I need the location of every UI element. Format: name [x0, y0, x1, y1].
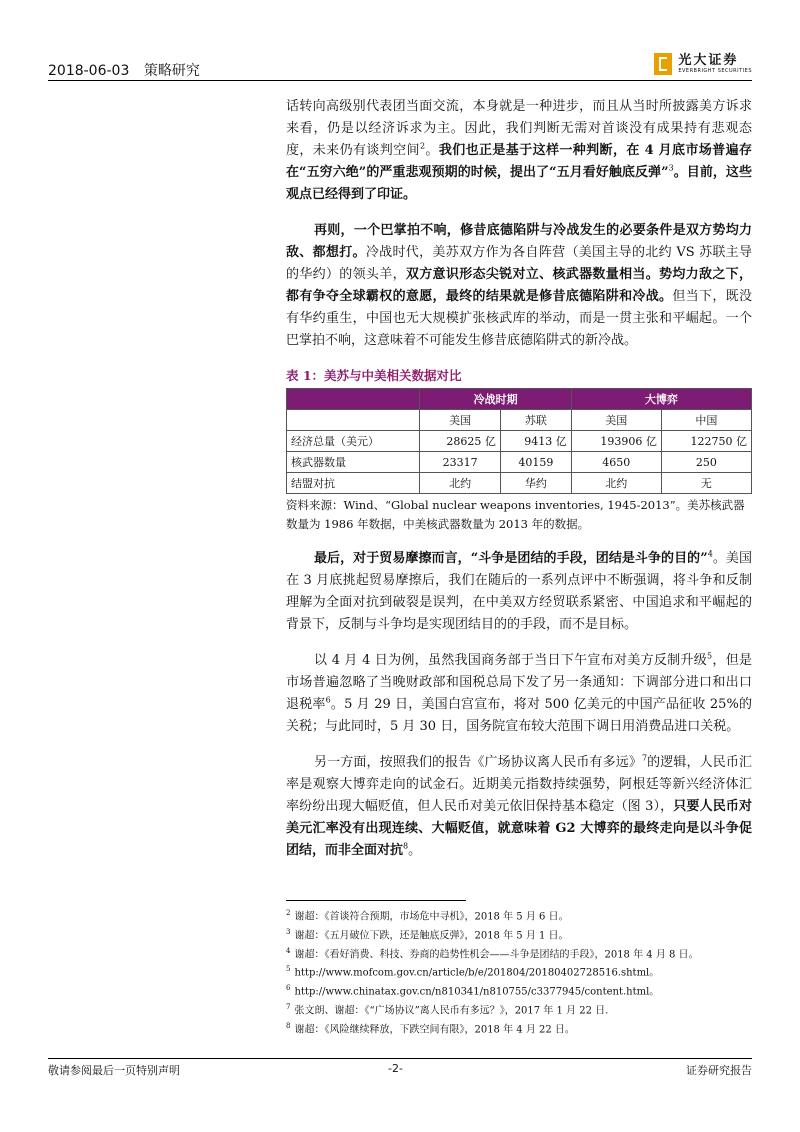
table-row: [287, 473, 752, 494]
footnote-ref: 2: [419, 141, 426, 151]
col-header: 苏联: [500, 410, 571, 431]
footnote: $^6$ http://www.chinatax.gov.cn/n810341/n810755/c3377945/content.html。: [286, 984, 660, 998]
footnote-divider: [286, 900, 466, 901]
footnote: $^5$ http://www.mofcom.gov.cn/article/b/e/201804/20180402728516.shtml。: [286, 965, 660, 979]
footnote: $^7$ 张文朗、谢超：《“广场协议”离人民币有多远？》，2017 年 1 月 22 日.: [286, 1003, 609, 1017]
paragraph-3: 最后，对于贸易摩擦而言，“斗争是团结的手段，团结是斗争的目的”$^4$。美国在 3 月底挑起贸易摩擦后，我们在随后的一系列点评中不断强调，将斗争和反制理解为全面对抗到破裂是误判，在中美双方经贸联系紧密、中国追求和平崛起的背景下，反制与斗争均是实现团结目的的手段，而不是目标。: [286, 549, 752, 632]
page-number: -2-: [388, 1062, 403, 1075]
col-header: 美国: [420, 410, 500, 431]
logo-name-en: EVERBRIGHT SECURITIES: [678, 68, 752, 74]
paragraph-1: 话转向高级别代表团当面交流，本身就是一种进步，而且从当时所披露美方诉求来看，仍是以经济诉求为主。因此，我们判断无需对首谈没有成果持有悲观态度，未来仍有谈判空间$^2$。我们也正是基于这样一种判断，在 4 月底市场普遍存在“五穷六绝”的严重悲观预期的时候，提出了“五月看好触底反弹”$^3$。目前，这些观点已经得到了印证。: [286, 99, 752, 202]
table-row: [287, 431, 752, 452]
table-title: 表 1：美苏与中美相关数据对比: [286, 368, 462, 383]
row-label: 结盟对抗: [287, 473, 420, 494]
header-divider: [48, 80, 752, 81]
paragraph-4: 以 4 月 4 日为例，虽然我国商务部于当日下午宣布对美方反制升级$^5$，但是市场普遍忽略了当晚财政部和国税总局下发了另一条通知：下调部分进口和出口退税率$^6$。5 月 29 日，美国白宫宣布，将对 500 亿美元的中国产品征收 25%的关税；与此同时，5 月 30 日，国务院宣布较大范围下调日用消费品进口关税。: [286, 651, 752, 734]
group-great-game: 大博弈: [571, 389, 751, 410]
table-cell: 193906 亿: [571, 431, 661, 452]
row-label: 核武器数量: [287, 452, 420, 473]
header-category: 策略研究: [143, 63, 200, 79]
footnote-ref: 6: [325, 695, 331, 705]
table-row: [287, 452, 752, 473]
table-cell: 9413 亿: [500, 431, 571, 452]
footer-disclaimer: 敬请参阅最后一页特别声明: [48, 1064, 180, 1077]
table-col-header: [287, 410, 752, 431]
group-cold-war: 冷战时期: [420, 389, 571, 410]
table-cell: 40159: [500, 452, 571, 473]
table-cell: 122750 亿: [661, 431, 751, 452]
logo-mark-icon: [654, 53, 672, 75]
table-cell: 华约: [500, 473, 571, 494]
table-cell: 250: [661, 452, 751, 473]
footer-divider: [48, 1058, 752, 1059]
row-label: 经济总量（美元）: [287, 431, 420, 452]
footnote: $^3$ 谢超：《五月破位下跌，还是触底反弹》，2018 年 5 月 1 日。: [286, 927, 569, 942]
header-info: [48, 60, 210, 80]
table-source: 资料来源：Wind、“Global nuclear weapons inventories, 1945-2013”。美苏核武器数量为 1986 年数据，中美核武器数量为 2013 年的数据。: [286, 498, 745, 531]
footnote: $^4$ 谢超：《看好消费、科技、券商的趋势性机会——斗争是团结的手段》，2018 年 4 月 8 日。: [286, 946, 699, 960]
table-cell: 4650: [571, 452, 661, 473]
col-header: 中国: [661, 410, 751, 431]
footnote-ref: 4: [707, 549, 713, 559]
col-header: 美国: [571, 410, 661, 431]
paragraph-5: 另一方面，按照我们的报告《广场协议离人民币有多远》$^7$的逻辑，人民币汇率是观察大博弈走向的试金石。近期美元指数持续强势，阿根廷等新兴经济体汇率纷纷出现大幅贬值，但人民币对美元依旧保持基本稳定（图 3），只要人民币对美元汇率没有出现连续、大幅贬值，就意味着 G2 大博弈的最终走向是以斗争促团结，而非全面对抗$^8$。: [286, 753, 752, 858]
footnote-ref: 7: [641, 753, 648, 763]
footnote-link[interactable]: http://www.mofcom.gov.cn/article/b/e/201804/20180402728516.shtml。: [294, 967, 660, 979]
table-cell: 无: [661, 473, 751, 494]
header-date: 2018-06-03: [48, 63, 130, 79]
page-header: [48, 50, 752, 80]
footnote-ref: 3: [668, 163, 674, 173]
footnote-ref: 8: [403, 841, 409, 851]
footer-report-type: 证券研究报告: [686, 1064, 752, 1077]
table-cell: 23317: [420, 452, 500, 473]
footnote: $^8$ 谢超：《风险继续释放，下跌空间有限》，2018 年 4 月 22 日。: [286, 1021, 575, 1036]
footnotes: [286, 906, 752, 1038]
table-cell: 北约: [420, 473, 500, 494]
main-content: [286, 96, 752, 876]
table-cell: 28625 亿: [420, 431, 500, 452]
footnote-ref: 5: [707, 651, 713, 661]
table-group-header: [287, 389, 752, 410]
logo-name-cn: 光大证券: [678, 53, 739, 68]
footnote-link[interactable]: http://www.chinatax.gov.cn/n810341/n810755/c3377945/content.html。: [294, 986, 660, 998]
table-cell: 北约: [571, 473, 661, 494]
company-logo: [654, 50, 752, 78]
comparison-table: [286, 388, 752, 494]
paragraph-2: 再则，一个巴掌拍不响，修昔底德陷阱与冷战发生的必要条件是双方势均力敌、都想打。冷战时代，美苏双方作为各自阵营（美国主导的北约 VS 苏联主导的华约）的领头羊，双方意识形态尖锐对立、核武器数量相当。势均力敌之下，都有争夺全球霸权的意愿，最终的结果就是修昔底德陷阱和冷战。但当下，既没有华约重生，中国也无大规模扩张核武库的举动，而是一贯主张和平崛起。一个巴掌拍不响，这意味着不可能发生修昔底德陷阱式的新冷战。: [286, 223, 752, 348]
footnote: $^2$ 谢超：《首谈符合预期，市场危中寻机》，2018 年 5 月 6 日。: [286, 909, 569, 923]
